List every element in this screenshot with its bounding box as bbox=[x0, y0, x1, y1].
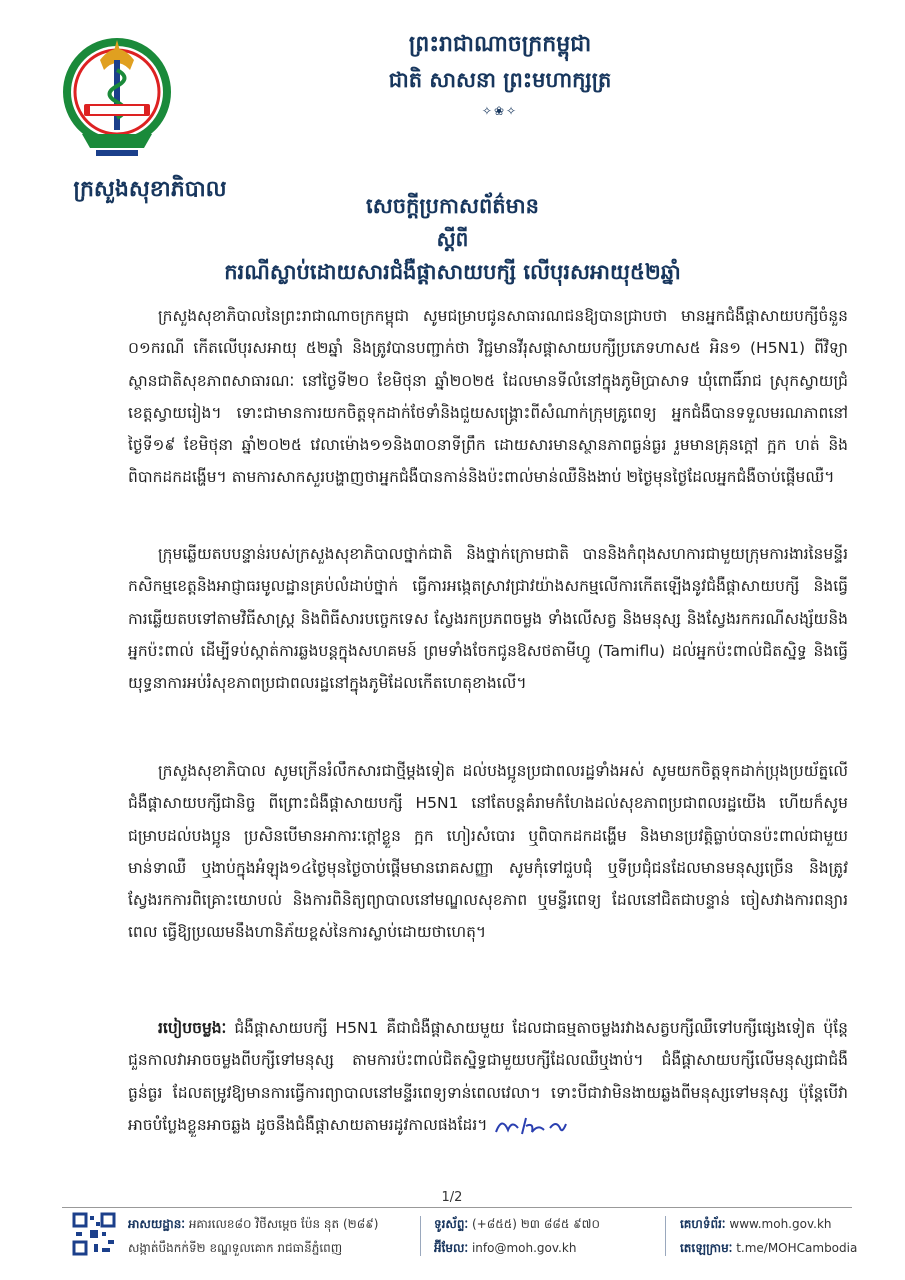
website-label: គេហទំព័រៈ bbox=[680, 1217, 726, 1231]
address-line-1: អគារលេខ៨០ វិថីសម្ដេច ប៉ែន នុត (២៨៩) bbox=[188, 1217, 379, 1231]
paragraph-advice bbox=[128, 755, 848, 949]
paragraph-transmission bbox=[128, 1012, 848, 1141]
footer-separator bbox=[420, 1216, 421, 1256]
ministry-logo-icon bbox=[62, 30, 172, 175]
footer-address-2 bbox=[128, 1240, 342, 1258]
footer-divider bbox=[62, 1207, 852, 1208]
document-subtitle-regarding: ស្ដីពី bbox=[436, 227, 469, 251]
document-title: សេចក្ដីប្រកាសព័ត៌មាន bbox=[366, 194, 539, 218]
national-motto: ជាតិ សាសនា ព្រះមហាក្សត្រ bbox=[388, 68, 612, 92]
footer-address-1 bbox=[128, 1216, 378, 1234]
ministry-name: ក្រសួងសុខាភិបាល bbox=[73, 177, 227, 202]
footer-phone bbox=[434, 1216, 600, 1234]
document-subject: ករណីស្លាប់ដោយសារជំងឺផ្ដាសាយបក្សី លើបុរសអាយុ៥២ឆ្នាំ bbox=[224, 260, 681, 284]
transmission-heading: របៀបចម្លងៈ bbox=[158, 1019, 227, 1037]
email-label: អ៊ីមែលៈ bbox=[434, 1241, 469, 1255]
telegram-link[interactable]: t.me/MOHCambodia bbox=[736, 1241, 858, 1255]
handwritten-initials-icon bbox=[492, 1112, 570, 1138]
website-link[interactable]: www.moh.gov.kh bbox=[729, 1217, 832, 1231]
qr-code-icon bbox=[72, 1212, 116, 1256]
paragraph-case-report bbox=[128, 300, 848, 494]
paragraph-2-text: ក្រុមឆ្លើយតបបន្ទាន់របស់ក្រសួងសុខាភិបាលថ្នាក់ជាតិ និងថ្នាក់ក្រោមជាតិ បាននិងកំពុងសហការជាមួយក្រុមការងារនៃមន្ទីរកសិកម្មខេត្តនិងអាជ្ញាធរមូលដ្ឋានគ្រប់លំដាប់ថ្នាក់ ធ្វើការអង្កេតស្រាវជ្រាវយ៉ាងសកម្មលើការកើតឡើងនូវជំងឺផ្ដាសាយបក្សី និងធ្វើការឆ្លើយតបទៅតាមវិធីសាស្ត្រ និងពិធីសារបច្ចេកទេស ស្វែងរកប្រភពចម្លង ទាំងលើសត្វ និងមនុស្ស និងស្វែងរកករណីសង្ស័យនិងអ្នកប៉ះពាល់ ដើម្បីទប់ស្កាត់ការឆ្លងបន្តក្នុងសហគមន៍ ព្រមទាំងចែកជូនឱសថតាមីហ្វូ (Tamiflu) ដល់អ្នកប៉ះពាល់ជិតស្និទ្ធ និងធ្វើយុទ្ធនាការអប់រំសុខភាពប្រជាពលរដ្ឋនៅក្នុងភូមិដែលកើតហេតុខាងលើ។ bbox=[128, 545, 848, 693]
footer-website bbox=[680, 1216, 832, 1234]
address-label: អាសយដ្ឋានៈ bbox=[128, 1217, 185, 1231]
footer-telegram bbox=[680, 1240, 857, 1258]
paragraph-response bbox=[128, 538, 848, 699]
phone-label: ទូរស័ព្ទៈ bbox=[434, 1217, 469, 1231]
footer-separator bbox=[665, 1216, 666, 1256]
phone-value: (+៨៥៥) ២៣ ៨៨៥ ៩៧០ bbox=[471, 1217, 600, 1231]
address-line-2: សង្កាត់បឹងកក់ទី២ ខណ្ឌទួលគោក រាជធានីភ្នំពេញ bbox=[128, 1241, 343, 1255]
footer-email bbox=[434, 1240, 576, 1258]
ornament-divider-icon: ✧❀✧ bbox=[481, 104, 519, 118]
paragraph-4-text: ជំងឺផ្ដាសាយបក្សី H5N1 គឺជាជំងឺផ្ដាសាយមួយ ដែលជាធម្មតាចម្លងរវាងសត្វបក្សីឈឺទៅបក្សីផ្សេងទៀត ប៉ុន្តែជួនកាលវាអាចចម្លងពីបក្សីទៅមនុស្ស តាមការប៉ះពាល់ជិតស្និទ្ធជាមួយបក្សីដែលឈឺឬងាប់។ ជំងឺផ្ដាសាយបក្សីលើមនុស្សជាជំងឺធ្ងន់ធ្ងរ ដែលតម្រូវឱ្យមានការធ្វើការព្យាបាលនៅមន្ទីរពេទ្យទាន់ពេលវេលា។ ទោះបីជាវាមិនងាយឆ្លងពីមនុស្សទៅមនុស្ស ប៉ុន្តែបើវាអាចបំប្លែងខ្លួនអាចឆ្លង ដូចនឹងជំងឺផ្ដាសាយតាមរដូវកាលផងដែរ។ bbox=[128, 1019, 848, 1134]
page-number: 1/2 bbox=[441, 1190, 463, 1205]
paragraph-1-text: ក្រសួងសុខាភិបាលនៃព្រះរាជាណាចក្រកម្ពុជា សូមជម្រាបជូនសាធារណជនឱ្យបានជ្រាបថា មានអ្នកជំងឺផ្ដាសាយបក្សីចំនួន ០១ករណី កើតលើបុរសអាយុ ៥២ឆ្នាំ និងត្រូវបានបញ្ជាក់ថា វិជ្ជមានវីរុសផ្ដាសាយបក្សីប្រភេទហាស៥ អិន១ (H5N1) ពីវិទ្យាស្ថានជាតិសុខភាពសាធារណៈ នៅថ្ងៃទី២០ ខែមិថុនា ឆ្នាំ២០២៥ ដែលមានទីលំនៅក្នុងភូមិប្រាសាទ ឃុំពោធិ៍រាជ ស្រុកស្វាយជ្រំ ខេត្តស្វាយរៀង។ ទោះជាមានការយកចិត្តទុកដាក់ថែទាំនិងជួយសង្គ្រោះពីសំណាក់ក្រុមគ្រូពេទ្យ អ្នកជំងឺបានទទួលមរណភាពនៅថ្ងៃទី១៩ ខែមិថុនា ឆ្នាំ២០២៥ វេលាម៉ោង១១និង៣០នាទីព្រឹក ដោយសារមានស្ថានភាពធ្ងន់ធ្ងរ រួមមានគ្រុនក្ដៅ ក្អក ហត់ និងពិបាកដកដង្ហើម។ តាមការសាកសួរបង្ហាញថាអ្នកជំងឺបានកាន់និងប៉ះពាល់មាន់ឈឺនិងងាប់ ២ថ្ងៃមុនថ្ងៃដែលអ្នកជំងឺចាប់ផ្ដើមឈឺ។ bbox=[128, 307, 848, 487]
telegram-label: តេឡេក្រាមៈ bbox=[680, 1241, 733, 1255]
paragraph-3-text: ក្រសួងសុខាភិបាល សូមក្រើនរំលឹកសារជាថ្មីម្ដងទៀត ដល់បងប្អូនប្រជាពលរដ្ឋទាំងអស់ សូមយកចិត្តទុកដាក់ប្រុងប្រយ័ត្នលើជំងឺផ្ដាសាយបក្សីជានិច្ច ពីព្រោះជំងឺផ្ដាសាយបក្សី H5N1 នៅតែបន្តគំរាមកំហែងដល់សុខភាពប្រជាពលរដ្ឋយើង ហើយក៏សូមជម្រាបដល់បងប្អូន ប្រសិនបើមានអាការៈក្ដៅខ្លួន ក្អក ហៀរសំបោរ ឬពិបាកដកដង្ហើម និងមានប្រវត្តិធ្លាប់បានប៉ះពាល់ជាមួយមាន់ទាឈឺ ឬងាប់ក្នុងអំឡុង១៤ថ្ងៃមុនថ្ងៃចាប់ផ្ដើមមានរោគសញ្ញា សូមកុំទៅជួបជុំ ឬទីប្រជុំជនដែលមានមនុស្សច្រើន និងត្រូវស្វែងរកការពិគ្រោះយោបល់ និងការពិនិត្យព្យាបាលនៅមណ្ឌលសុខភាព ឬមន្ទីរពេទ្យ ដែលនៅជិតជាបន្ទាន់ ចៀសវាងការពន្យារពេល ធ្វើឱ្យប្រឈមនឹងហានិភ័យខ្ពស់នៃការស្លាប់ដោយថាហេតុ។ bbox=[128, 762, 848, 942]
kingdom-title: ព្រះរាជាណាចក្រកម្ពុជា bbox=[408, 32, 592, 57]
email-link[interactable]: info@moh.gov.kh bbox=[471, 1241, 577, 1255]
